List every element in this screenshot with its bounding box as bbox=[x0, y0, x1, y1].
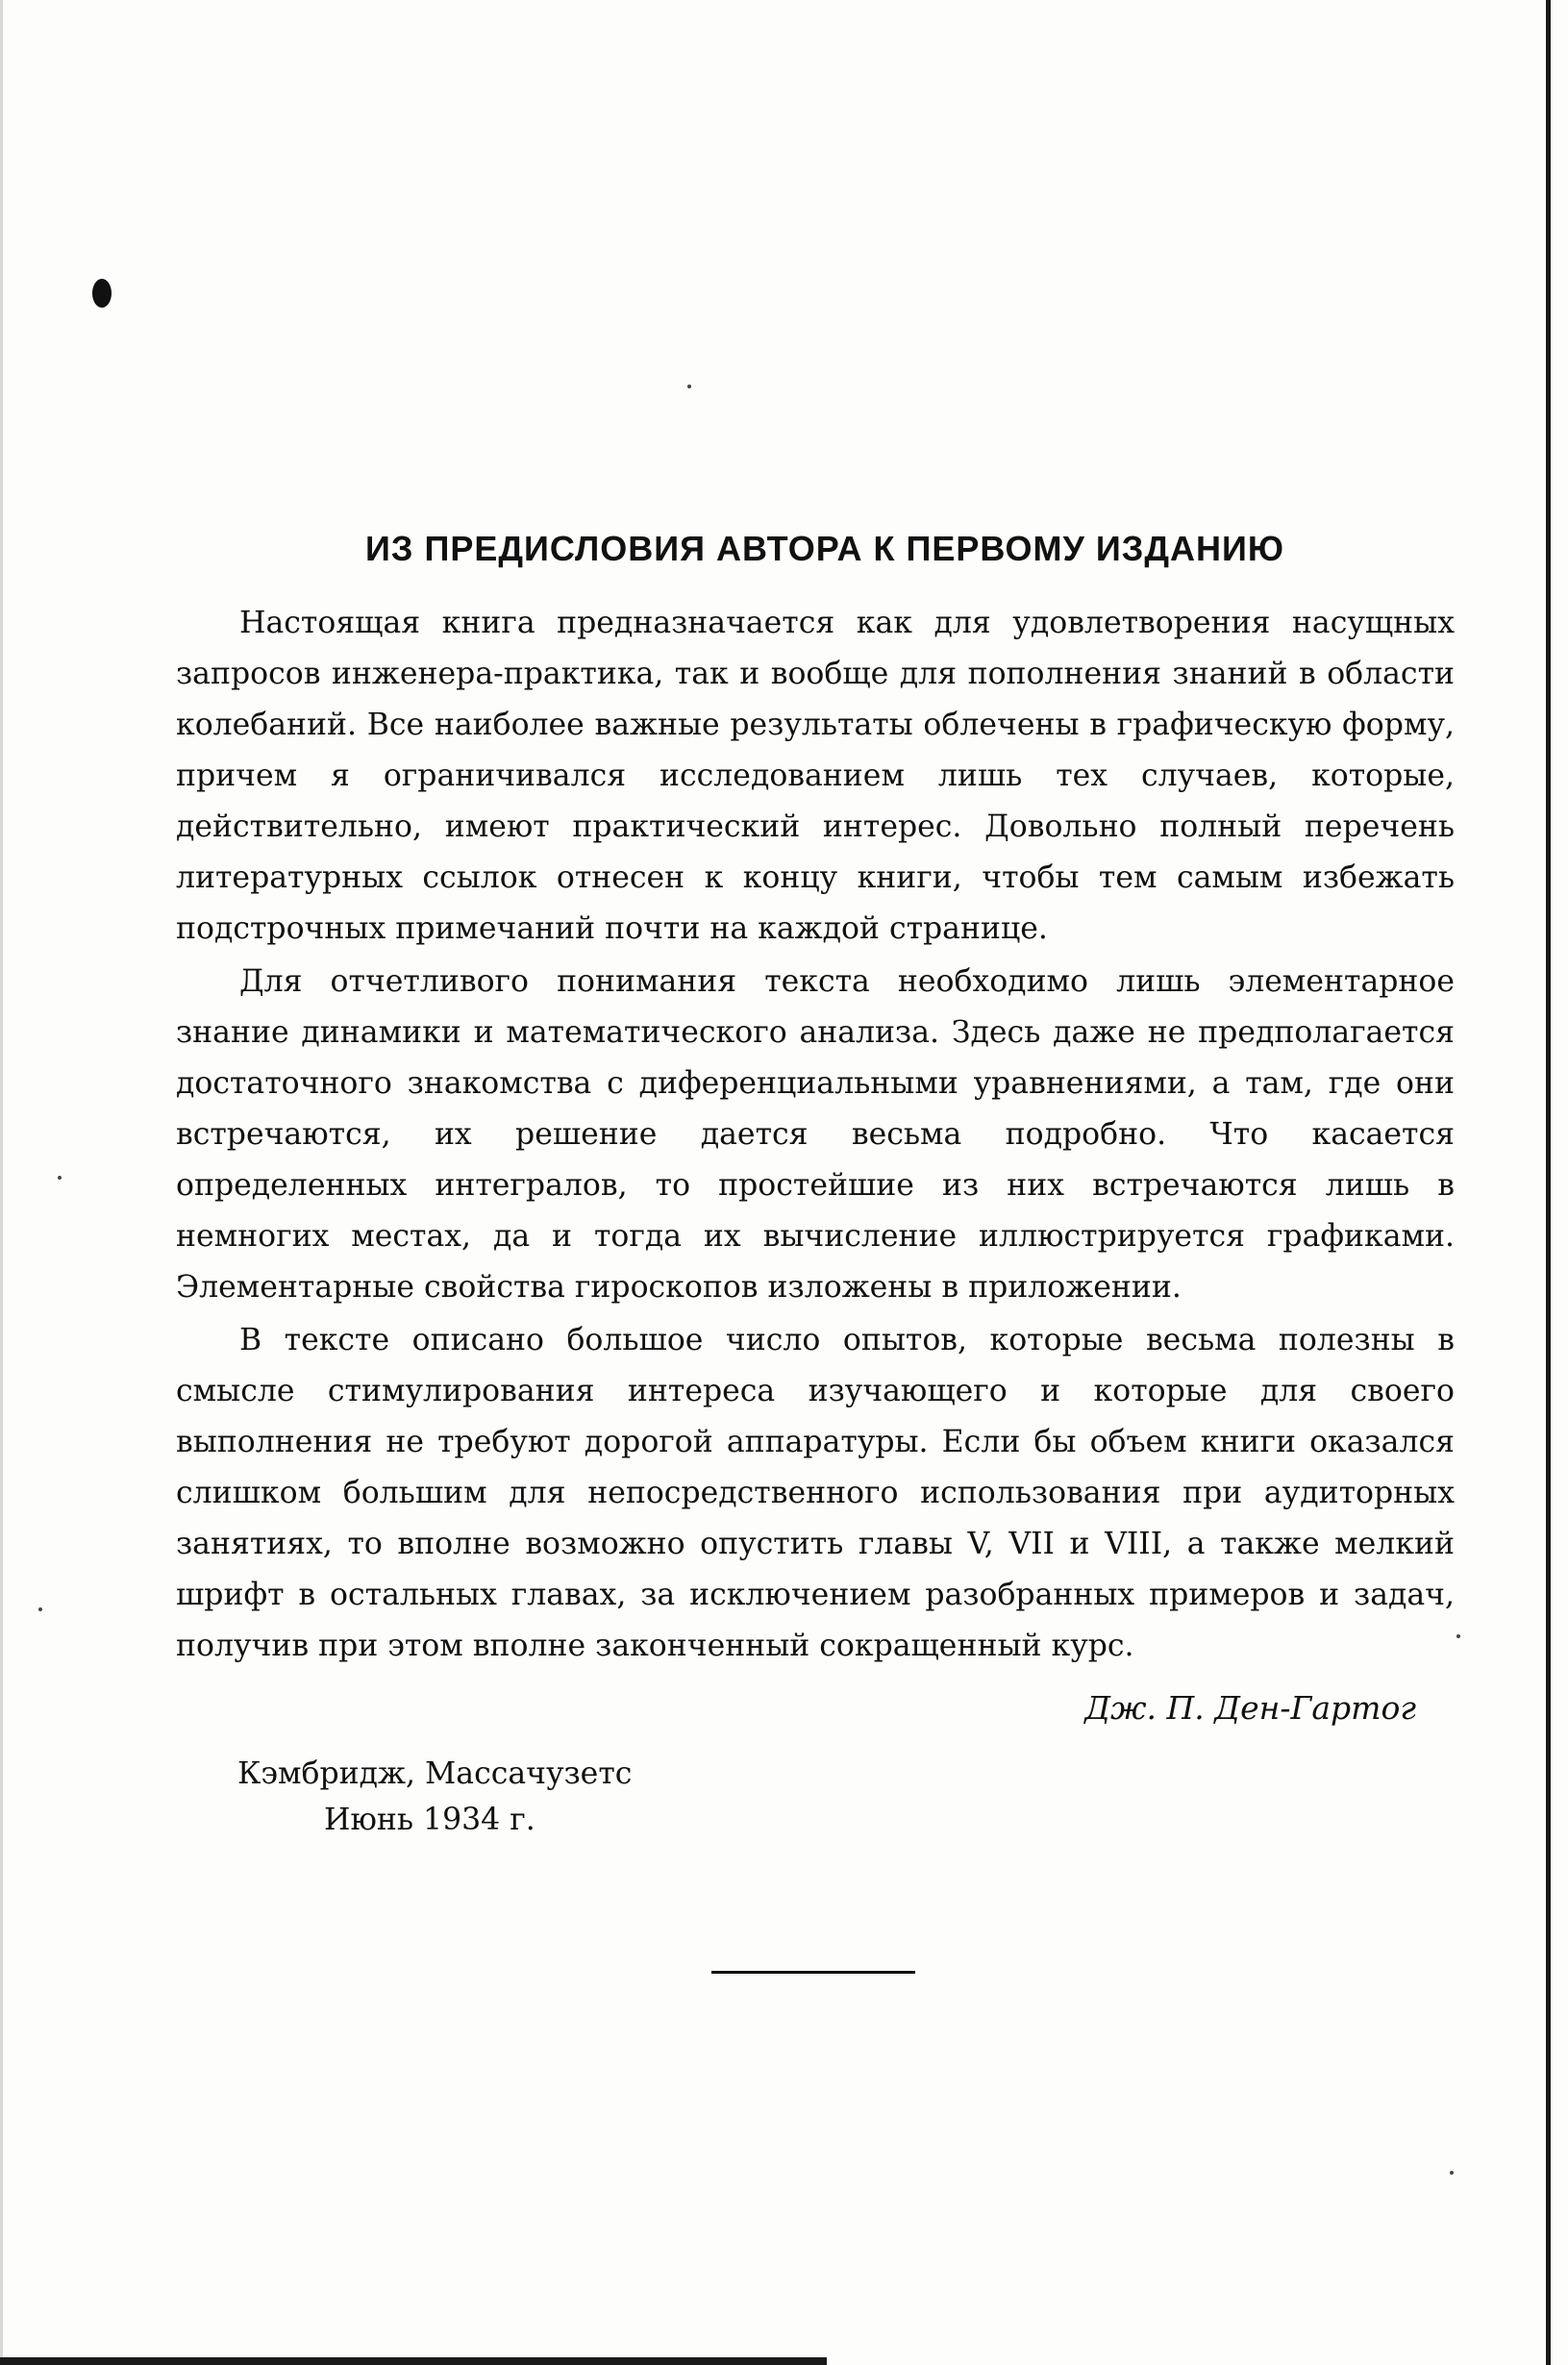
closing-rule bbox=[711, 1971, 915, 1974]
signature-row bbox=[176, 1683, 1455, 1741]
scan-edge-bottom bbox=[0, 2357, 827, 2365]
date-line: Июнь 1934 г. bbox=[324, 1803, 535, 1837]
paragraph-3: В тексте описано большое число опытов, которые весьма полезны в смысле стимулирования интереса изучающего и которые для своего выполнения не требуют дорогой аппаратуры. Если бы объем книги оказался слишком большим для непосредственного использования при аудиторных занятиях, то вполне возможно опустить главы V, VII и VIII, а также мелкий шрифт в остальных главах, за исключением разобранных примеров и задач, получив при этом вполне законченный сокращенный курс. bbox=[176, 1323, 1455, 1663]
paragraph-2: Для отчетливого понимания текста необходимо лишь элементарное знание динамики и математического анализа. Здесь даже не предполагается достаточного знакомства с диференциальными уравнениями, а там, где они встречаются, их решение дается весьма подробно. Что касается определенных интегралов, то простейшие из них встречаются лишь в немногих местах, да и тогда их вычисление иллюстрируется графиками. Элементарные свойства гироскопов изложены в приложении. bbox=[176, 964, 1455, 1305]
author-signature: Дж. П. Ден-Гартог bbox=[1084, 1689, 1416, 1727]
page-title: ИЗ ПРЕДИСЛОВИЯ АВТОРА К ПЕРВОМУ ИЗДАНИЮ bbox=[365, 529, 1284, 568]
speck bbox=[1456, 1634, 1460, 1638]
speck bbox=[38, 1607, 42, 1611]
scan-edge-right bbox=[1546, 0, 1551, 2365]
ink-blot bbox=[92, 279, 112, 308]
place-line: Кэмбридж, Массачузетс bbox=[237, 1756, 633, 1791]
speck bbox=[687, 385, 691, 388]
speck bbox=[58, 1176, 62, 1180]
place-and-date bbox=[237, 1751, 1455, 1843]
preface-body bbox=[176, 529, 1455, 1843]
speck bbox=[1450, 2171, 1454, 2175]
scan-edge-left bbox=[0, 0, 3, 2365]
paragraph-1: Настоящая книга предназначается как для удовлетворения насущных запросов инженера-практика, так и вообще для пополнения знаний в области колебаний. Все наиболее важные результаты облечены в графическую форму, причем я ограничивался исследованием лишь тех случаев, которые, действительно, имеют практический интерес. Довольно полный перечень литературных ссылок отнесен к концу книги, чтобы тем самым избежать подстрочных примечаний почти на каждой странице. bbox=[176, 606, 1455, 946]
